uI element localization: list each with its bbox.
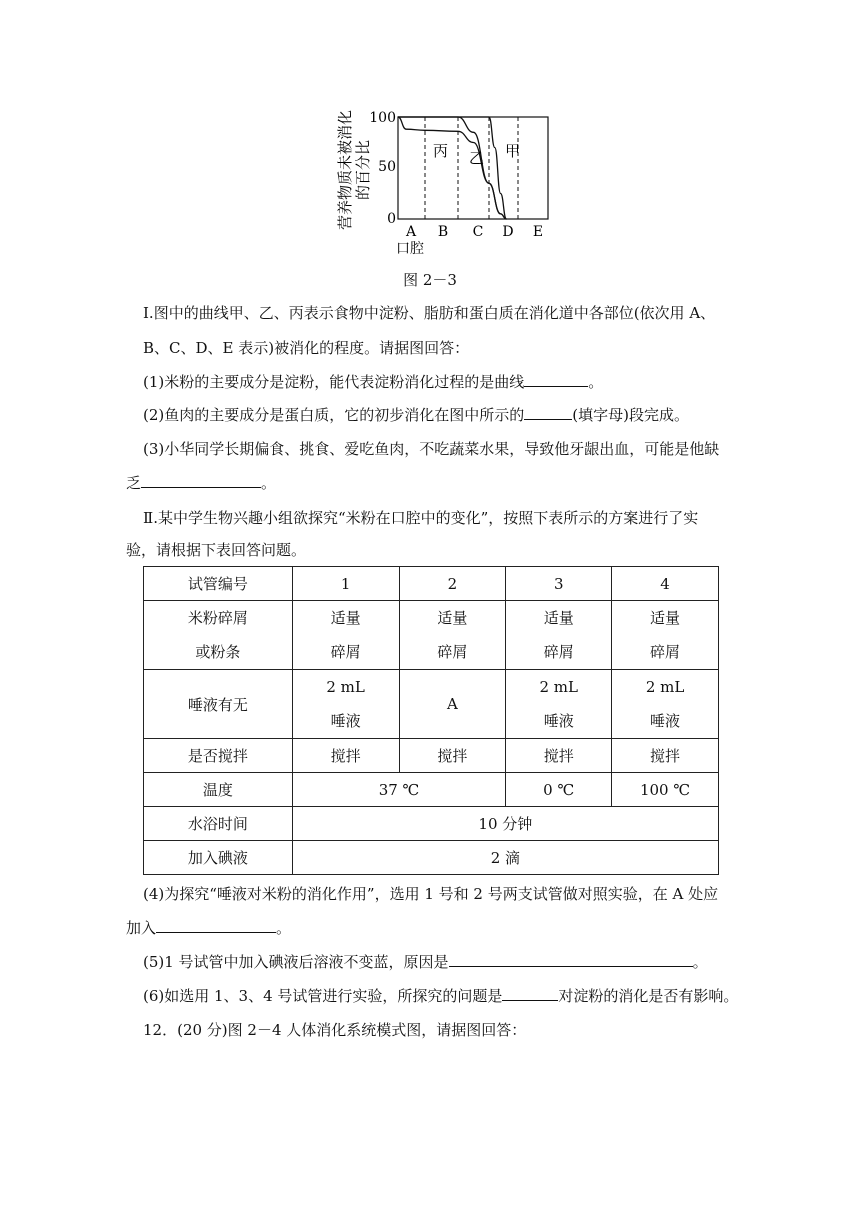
- table-cell: 适量 碎屑: [292, 601, 399, 670]
- question-6-end: 对淀粉的消化是否有影响。: [558, 987, 739, 1005]
- table-cell: 3: [506, 567, 612, 601]
- y-tick-0: 0: [387, 211, 396, 227]
- question-3-end: 。: [261, 474, 277, 492]
- x-tick-c: C: [472, 224, 484, 240]
- answer-blank-1[interactable]: [524, 372, 588, 387]
- x-tick-b: B: [437, 224, 449, 240]
- table-cell: 4: [612, 567, 719, 601]
- y-axis-label: [336, 110, 372, 230]
- table-row-stirring: [144, 739, 719, 773]
- question-4-end: 。: [276, 919, 292, 937]
- table-cell: 适量 碎屑: [612, 601, 719, 670]
- table-cell: 2 滴: [292, 841, 718, 875]
- table-cell: 10 分钟: [292, 807, 718, 841]
- table-row-temperature: [144, 773, 719, 807]
- table-row-rice-flour: [144, 601, 719, 670]
- x-tick-d: D: [502, 224, 514, 240]
- question-4-line1: (4)为探究“唾液对米粉的消化作用”，选用 1 号和 2 号两支试管做对照实验，在 A 处应: [143, 885, 719, 903]
- table-cell: 2 mL 唾液: [506, 670, 612, 739]
- x-sublabel-mouth: 口腔: [396, 241, 424, 257]
- question-6-text: (6)如选用 1、3、4 号试管进行实验，所探究的问题是: [143, 987, 503, 1005]
- question-4-text: 加入: [126, 919, 157, 937]
- question-5: [143, 952, 708, 972]
- answer-blank-6[interactable]: [502, 986, 558, 1001]
- row-label: 试管编号: [144, 567, 293, 601]
- table-cell: 100 ℃: [612, 773, 719, 807]
- question-5-end: 。: [692, 953, 708, 971]
- row-label: 温度: [144, 773, 293, 807]
- question-2-end: (填字母)段完成。: [572, 406, 689, 424]
- question-2-text: (2)鱼肉的主要成分是蛋白质，它的初步消化在图中所示的: [143, 406, 525, 424]
- question-12: 12．(20 分)图 2－4 人体消化系统模式图，请据图回答：: [143, 1021, 527, 1039]
- table-cell: 1: [292, 567, 399, 601]
- question-1: [143, 372, 603, 392]
- curve-label-jia: 甲: [505, 142, 521, 160]
- question-3-line1: (3)小华同学长期偏食、挑食、爱吃鱼肉，不吃蔬菜水果，导致他牙龈出血，可能是他缺: [143, 440, 720, 458]
- table-cell: 适量 碎屑: [399, 601, 506, 670]
- table-cell: 搅拌: [399, 739, 506, 773]
- curve-jia: [398, 117, 506, 219]
- y-axis-label-line2: 的百分比: [354, 139, 372, 201]
- row-label: 水浴时间: [144, 807, 293, 841]
- table-cell: 搅拌: [612, 739, 719, 773]
- answer-blank-3[interactable]: [141, 473, 261, 488]
- y-axis-label-line1: 营养物质未被消化: [336, 109, 354, 231]
- table-cell: 0 ℃: [506, 773, 612, 807]
- curve-label-yi: 乙: [469, 149, 485, 167]
- part1-intro-line2: B、C、D、E 表示)被消化的程度。请据图回答：: [143, 339, 470, 357]
- y-tick-50: 50: [378, 159, 396, 175]
- table-cell: 适量 碎屑: [506, 601, 612, 670]
- table-row-bath-time: [144, 807, 719, 841]
- curve-yi: [398, 117, 506, 219]
- table-cell: 搅拌: [506, 739, 612, 773]
- x-tick-a: A: [405, 224, 417, 240]
- table-cell: 搅拌: [292, 739, 399, 773]
- question-1-end: 。: [588, 373, 604, 391]
- table-row-saliva: [144, 670, 719, 739]
- question-3-line2: [126, 473, 276, 493]
- y-tick-100: 100: [369, 110, 396, 126]
- row-label: 唾液有无: [144, 670, 293, 739]
- question-6: [143, 986, 738, 1006]
- x-tick-e: E: [532, 224, 544, 240]
- row-label: 米粉碎屑 或粉条: [144, 601, 293, 670]
- row-label: 加入碘液: [144, 841, 293, 875]
- question-4-line2: [126, 918, 291, 938]
- question-3-text: 乏: [126, 474, 142, 492]
- table-cell: 2 mL 唾液: [612, 670, 719, 739]
- question-1-text: (1)米粉的主要成分是淀粉，能代表淀粉消化过程的是曲线: [143, 373, 525, 391]
- answer-blank-5[interactable]: [449, 952, 693, 967]
- answer-blank-4[interactable]: [156, 918, 276, 933]
- table-row-tube-number: [144, 567, 719, 601]
- part2-intro-line2: 验，请根据下表回答问题。: [126, 541, 307, 559]
- digestion-chart: [0, 0, 860, 270]
- table-cell: 2 mL 唾液: [292, 670, 399, 739]
- curve-label-bing: 丙: [433, 142, 449, 160]
- answer-blank-2[interactable]: [524, 405, 572, 420]
- table-cell-a: A: [399, 670, 506, 739]
- row-label: 是否搅拌: [144, 739, 293, 773]
- question-2: [143, 405, 689, 425]
- experiment-table: [143, 566, 719, 875]
- table-cell: 37 ℃: [292, 773, 506, 807]
- part1-intro-line1: Ⅰ.图中的曲线甲、乙、丙表示食物中淀粉、脂肪和蛋白质在消化道中各部位(依次用 A、: [143, 304, 716, 322]
- table-row-iodine: [144, 841, 719, 875]
- table-cell: 2: [399, 567, 506, 601]
- question-5-text: (5)1 号试管中加入碘液后溶液不变蓝，原因是: [143, 953, 449, 971]
- part2-intro-line1: Ⅱ.某中学生物兴趣小组欲探究“米粉在口腔中的变化”，按照下表所示的方案进行了实: [143, 509, 699, 527]
- figure-caption: 图 2－3: [403, 271, 457, 289]
- curve-bing: [398, 117, 506, 219]
